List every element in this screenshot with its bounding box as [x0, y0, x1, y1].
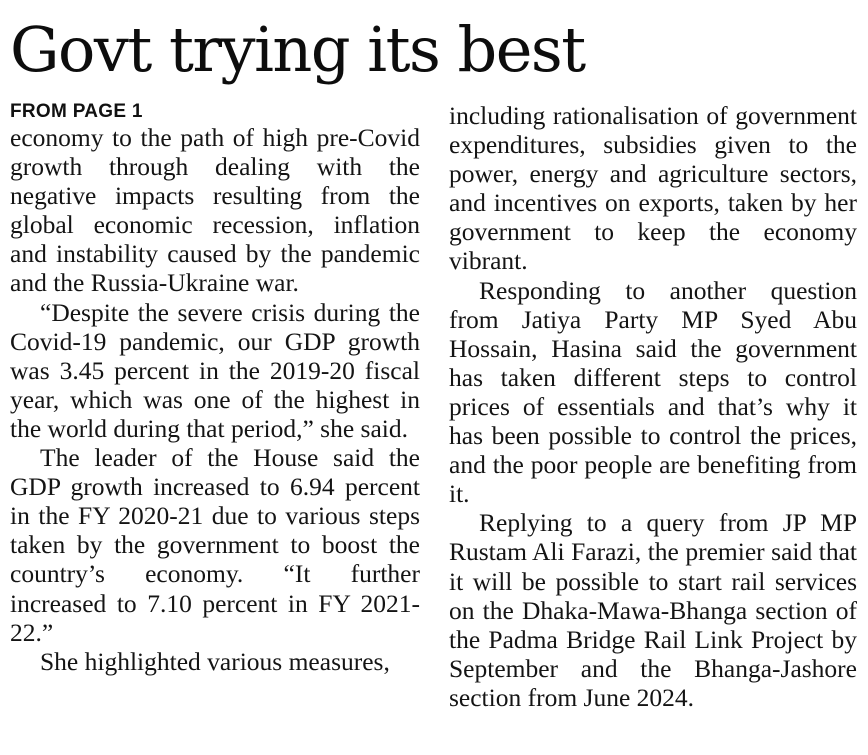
paragraph-continuation: economy to the path of high pre-Covid growth through dealing with the negative impacts resulting from the global economic recession, inflation and instability caused by the pandemic and the Russia-Ukraine war.	[10, 123, 420, 298]
paragraph-price-control: Responding to another question from Jatiya Party MP Syed Abu Hossain, Hasina said the government has taken different steps to control prices of essentials and that’s why it has been possible to control the prices, and the poor people are benefiting from it.	[449, 275, 857, 509]
paragraph-gdp-growth: The leader of the House said the GDP growth increased to 6.94 percent in the FY 2020-21 due to various steps taken by the government to boost the country’s economy. “It further increased to 7.10 percent in FY 2021-22.”	[10, 443, 420, 647]
paragraph-measures-continued: including rationalisation of government expenditures, subsidies given to the power, energy and agriculture sectors, and incentives on exports, taken by her government to keep the economy vibrant.	[449, 101, 857, 276]
paragraph-rail-services: Replying to a query from JP MP Rustam Ali Farazi, the premier said that it will be possible to start rail services on the Dhaka-Mawa-Bhanga section of the Padma Bridge Rail Link Project by September and the Bhanga-Jashore section from June 2024.	[449, 508, 857, 712]
article-column-left	[10, 101, 420, 676]
paragraph-measures-start: She highlighted various measures,	[40, 646, 390, 676]
article-column-right	[449, 101, 857, 712]
kicker-from-page: FROM PAGE 1	[10, 101, 143, 122]
headline: Govt trying its best	[10, 13, 585, 86]
paragraph-gdp-covid: “Despite the severe crisis during the Covid-19 pandemic, our GDP growth was 3.45 percent in the 2019-20 fiscal year, which was one of the highest in the world during that period,” she said.	[10, 297, 420, 443]
